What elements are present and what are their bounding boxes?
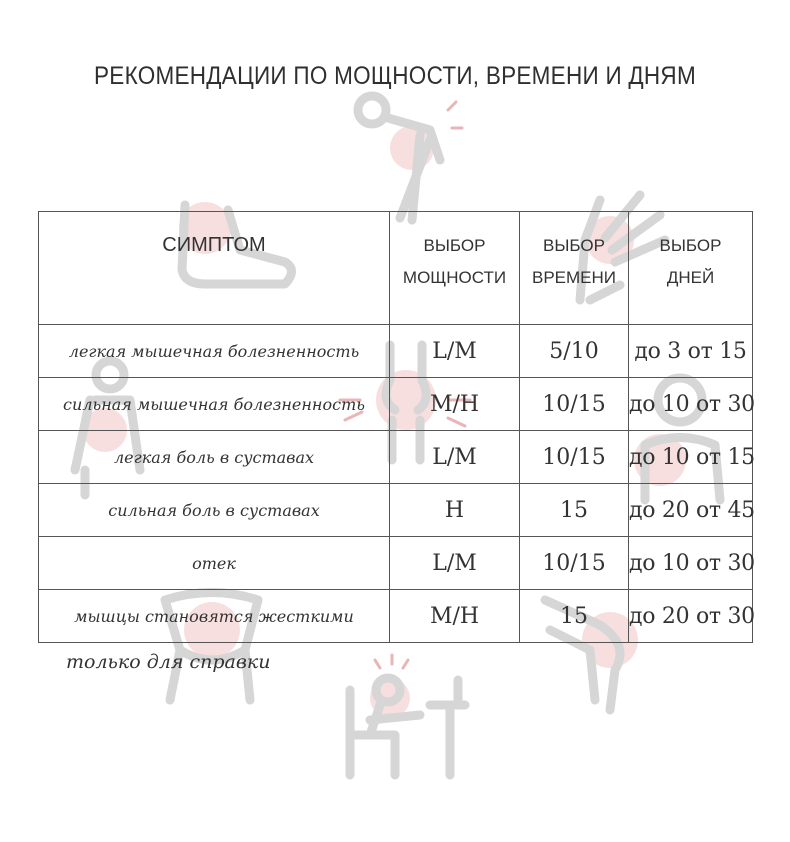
reference-note: только для справки bbox=[66, 651, 271, 673]
symptom-cell: легкая мышечная болезненность bbox=[39, 325, 390, 378]
days-cell: до 3 от 15 bbox=[629, 325, 753, 378]
power-cell: L/M bbox=[390, 431, 520, 484]
power-cell: L/M bbox=[390, 325, 520, 378]
page-title: РЕКОМЕНДАЦИИ ПО МОЩНОСТИ, ВРЕМЕНИ И ДНЯМ bbox=[94, 62, 696, 90]
header-days-line1: ВЫБОР bbox=[659, 236, 722, 255]
header-power bbox=[390, 212, 520, 325]
days-cell: до 20 от 45 bbox=[629, 484, 753, 537]
table-row bbox=[39, 431, 753, 484]
header-time bbox=[520, 212, 629, 325]
header-symptom bbox=[39, 212, 390, 325]
days-cell: до 10 от 30 bbox=[629, 537, 753, 590]
time-cell: 10/15 bbox=[520, 431, 629, 484]
symptom-cell: сильная боль в суставах bbox=[39, 484, 390, 537]
back-pain-icon bbox=[358, 96, 462, 220]
header-power-line1: ВЫБОР bbox=[423, 236, 486, 255]
time-cell: 10/15 bbox=[520, 378, 629, 431]
time-cell: 15 bbox=[520, 484, 629, 537]
power-cell: H bbox=[390, 484, 520, 537]
header-days bbox=[629, 212, 753, 325]
desk-worker-icon bbox=[350, 655, 465, 775]
recommendations-table bbox=[38, 211, 753, 643]
symptom-cell: легкая боль в суставах bbox=[39, 431, 390, 484]
symptom-cell: мышцы становятся жесткими bbox=[39, 590, 390, 643]
days-cell: до 20 от 30 bbox=[629, 590, 753, 643]
days-cell: до 10 от 30 bbox=[629, 378, 753, 431]
table-row bbox=[39, 325, 753, 378]
time-cell: 5/10 bbox=[520, 325, 629, 378]
time-cell: 15 bbox=[520, 590, 629, 643]
symptom-cell: отек bbox=[39, 537, 390, 590]
header-time-line2: ВРЕМЕНИ bbox=[531, 268, 616, 288]
table-header-row bbox=[39, 212, 753, 325]
time-cell: 10/15 bbox=[520, 537, 629, 590]
power-cell: M/H bbox=[390, 590, 520, 643]
table-row bbox=[39, 484, 753, 537]
header-symptom-label: СИМПТОМ bbox=[162, 234, 266, 256]
table-row bbox=[39, 537, 753, 590]
table-row bbox=[39, 378, 753, 431]
power-cell: M/H bbox=[390, 378, 520, 431]
power-cell: L/M bbox=[390, 537, 520, 590]
header-time-line1: ВЫБОР bbox=[543, 236, 605, 255]
table-row bbox=[39, 590, 753, 643]
header-days-line2: ДНЕЙ bbox=[666, 268, 715, 288]
symptom-cell: сильная мышечная болезненность bbox=[39, 378, 390, 431]
header-power-line2: МОЩНОСТИ bbox=[402, 268, 507, 288]
days-cell: до 10 от 15 bbox=[629, 431, 753, 484]
